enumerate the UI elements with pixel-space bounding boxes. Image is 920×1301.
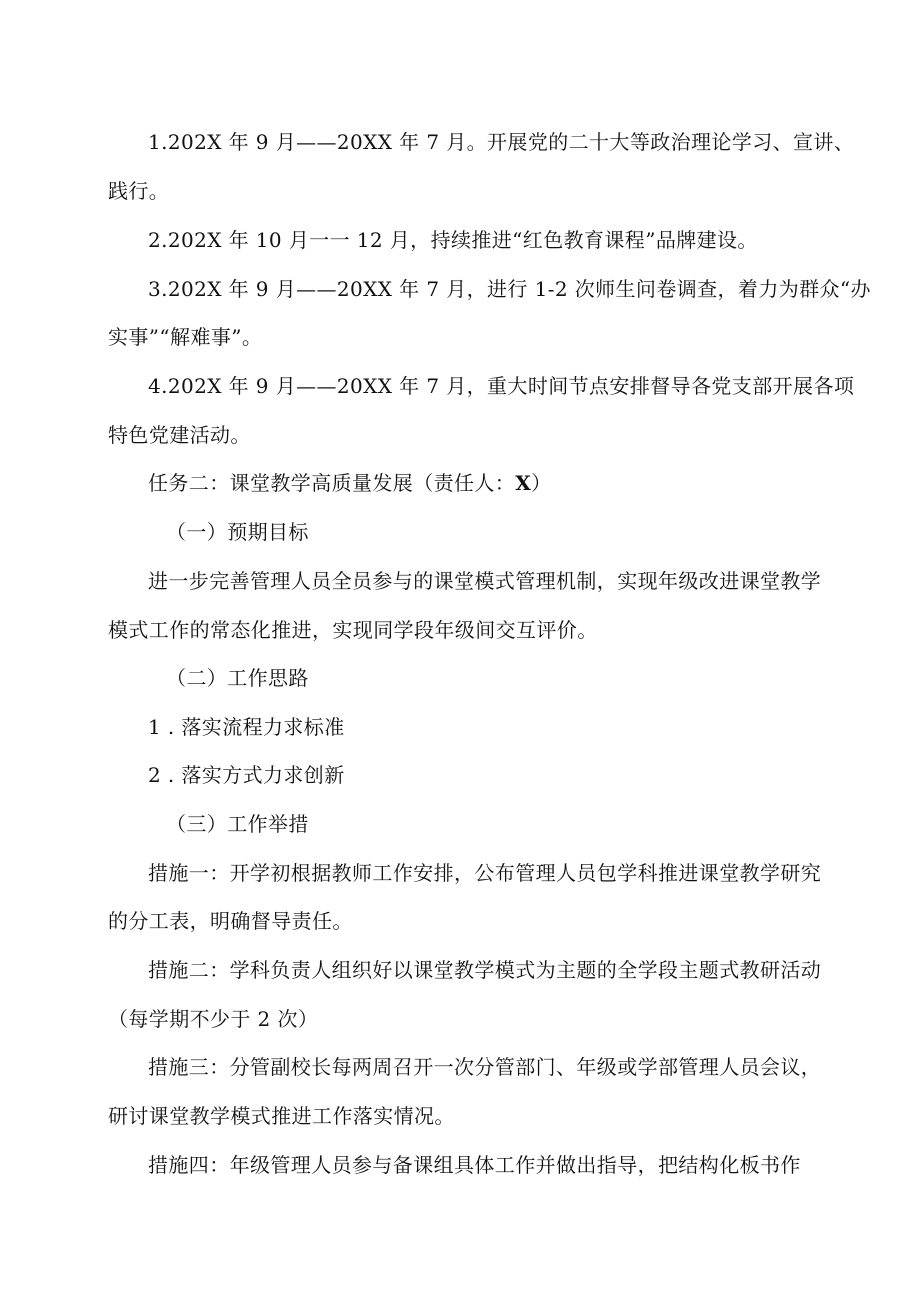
measure-three-line-1: 措施三：分管副校长每两周召开一次分管部门、年级或学部管理人员会议， (148, 1055, 822, 1079)
section-heading-goals: （一）预期目标 (166, 520, 309, 544)
paragraph-line-2: 践行。 (108, 179, 170, 203)
task-two-title: 任务二：课堂教学高质量发展（责任人： (148, 471, 516, 495)
measure-one-line-1: 措施一：开学初根据教师工作安排，公布管理人员包学科推进课堂教学研究 (148, 861, 822, 885)
paragraph-line-9: 模式工作的常态化推进，实现同学段年级间交互评价。 (108, 618, 598, 642)
paragraph-line-5: 实事”“解难事”。 (108, 325, 263, 349)
paragraph-line-1: 1.202X 年 9 月——20XX 年 7 月。开展党的二十大等政治理论学习、宣讲、 (148, 130, 855, 154)
section-heading-ideas: （二）工作思路 (166, 666, 309, 690)
task-responsible-name: X (515, 471, 532, 495)
paragraph-line-4: 3.202X 年 9 月——20XX 年 7 月，进行 1-2 次师生问卷调查，着力为群众“办 (148, 277, 871, 301)
measure-one-line-2: 的分工表，明确督导责任。 (108, 909, 353, 933)
task-two-heading (148, 468, 820, 498)
measure-three-line-2: 研讨课堂教学模式推进工作落实情况。 (108, 1104, 455, 1128)
measure-four-line-1: 措施四：年级管理人员参与备课组具体工作并做出指导，把结构化板书作 (148, 1153, 801, 1177)
paragraph-line-3: 2.202X 年 10 月一一 12 月，持续推进“红色教育课程”品牌建设。 (148, 228, 758, 252)
idea-item-1: 1 . 落实流程力求标准 (148, 715, 345, 739)
task-close-paren: ） (531, 471, 552, 495)
paragraph-line-7: 特色党建活动。 (108, 423, 251, 447)
idea-item-2: 2 . 落实方式力求创新 (148, 763, 345, 787)
measure-two-line-1: 措施二：学科负责人组织好以课堂教学模式为主题的全学段主题式教研活动 (148, 958, 822, 982)
measure-two-line-2: （每学期不少于 2 次） (108, 1007, 319, 1031)
paragraph-line-8: 进一步完善管理人员全员参与的课堂模式管理机制，实现年级改进课堂教学 (148, 569, 822, 593)
section-heading-measures: （三）工作举措 (166, 812, 309, 836)
paragraph-line-6: 4.202X 年 9 月——20XX 年 7 月，重大时间节点安排督导各党支部开展各项 (148, 374, 855, 398)
